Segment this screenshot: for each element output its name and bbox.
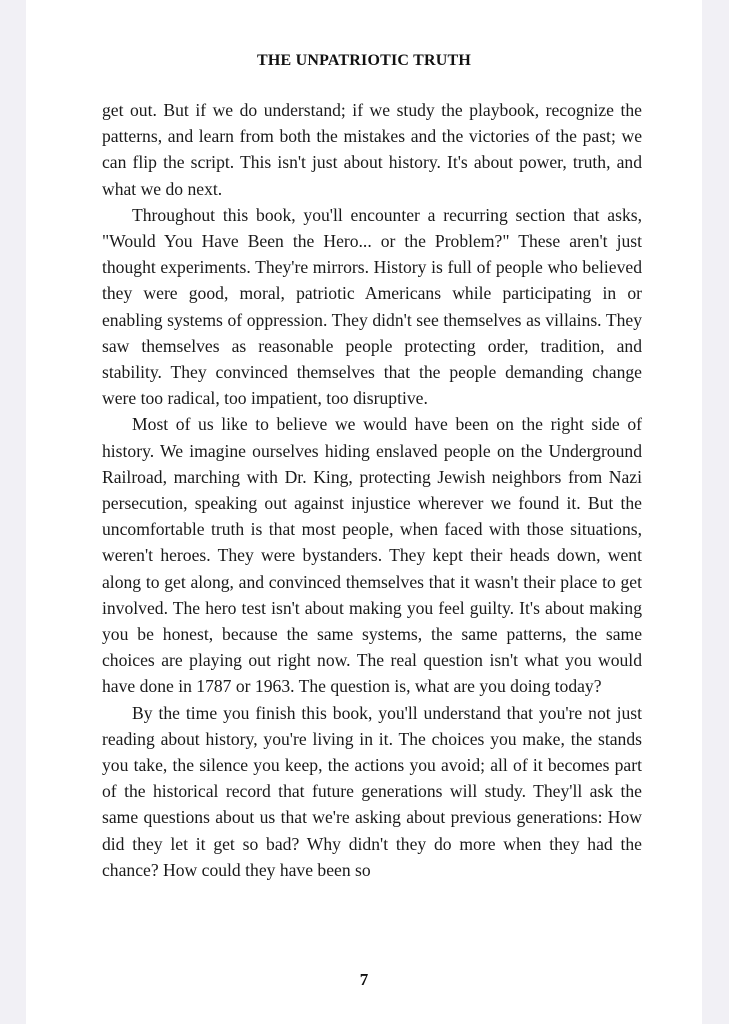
- page-number: 7: [359, 970, 369, 989]
- paragraph-hero-section: Throughout this book, you'll encounter a recurring section that asks, "Would You Have Been the Hero... or the Problem?" These aren't just thought experiments. They're mirrors. History is full of people who believed they were good, moral, patriotic Americans while participating in or enabling systems of oppression. They didn't see themselves as villains. They saw themselves as reasonable people protecting order, tradition, and stability. They convinced themselves that the people demanding change were too radical, too impatient, too disruptive.: [102, 204, 642, 409]
- paragraph-living-history: By the time you finish this book, you'll understand that you're not just reading about history, you're living in it. The choices you make, the stands you take, the silence you keep, the actions you avoid; all of it becomes part of the historical record that future generations will study. They'll ask the same questions about us that we're asking about previous generations: How did they let it get so bad? Why didn't they do more when they had the chance? How could they have been so: [102, 702, 642, 880]
- book-page: [26, 0, 702, 1024]
- body-text: [102, 97, 642, 883]
- paragraph-continued: get out. But if we do understand; if we study the playbook, recognize the patterns, and learn from both the mistakes and the victories of the past; we can flip the script. This isn't just about history. It's about power, truth, and what we do next.: [102, 100, 642, 199]
- paragraph-right-side-of-history: Most of us like to believe we would have been on the right side of history. We imagine ourselves hiding enslaved people on the Underground Railroad, marching with Dr. King, protecting Jewish neighbors from Nazi persecution, speaking out against injustice wherever we found it. But the uncomfortable truth is that most people, when faced with those situations, weren't heroes. They were bystanders. They kept their heads down, went along to get along, and convinced themselves that it wasn't their place to get involved. The hero test isn't about making you feel guilty. It's about making you be honest, because the same systems, the same patterns, the same choices are playing out right now. The real question isn't what you would have done in 1787 or 1963. The question is, what are you doing today?: [102, 414, 642, 697]
- running-title: THE UNPATRIOTIC TRUTH: [256, 52, 471, 69]
